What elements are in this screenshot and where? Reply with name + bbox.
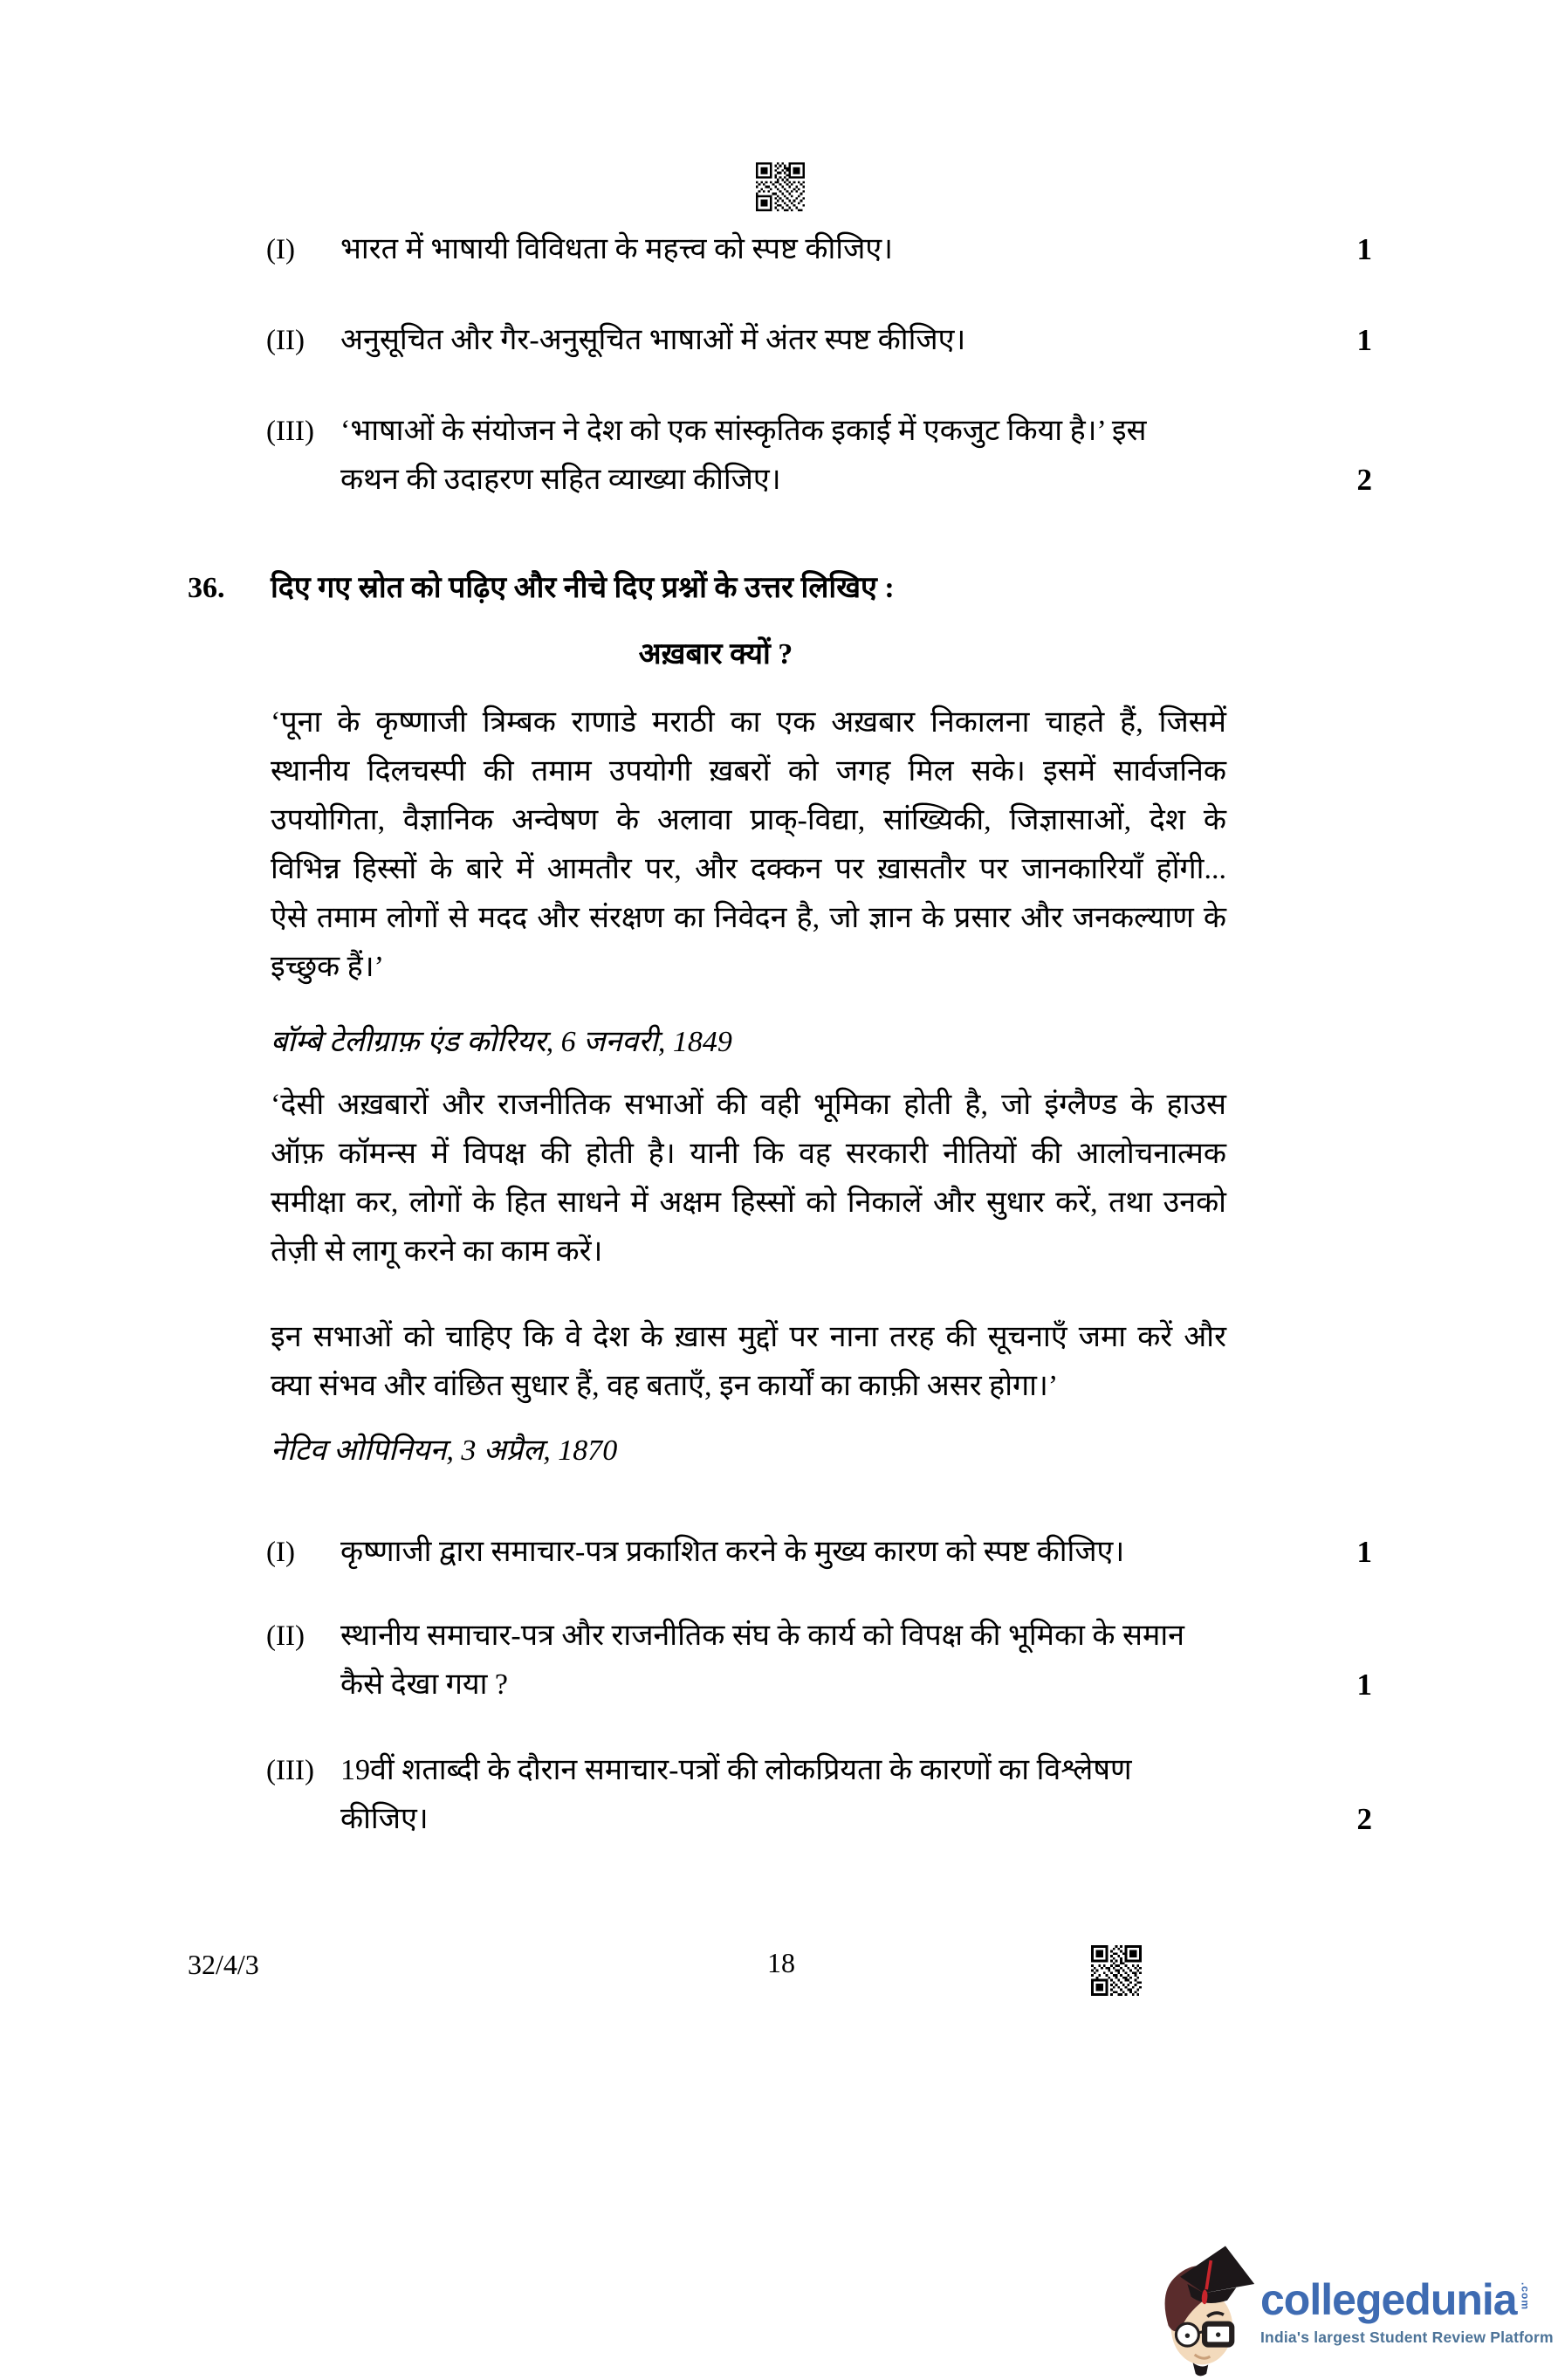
subquestion-numeral: (I)	[266, 1537, 295, 1568]
qr-code-icon	[756, 162, 805, 211]
source-citation-1: बॉम्बे टेलीग्राफ़ एंड कोरियर, 6 जनवरी, 1849	[271, 1026, 732, 1058]
marks-value: 2	[1356, 1802, 1372, 1836]
question-number: 36.	[188, 572, 225, 604]
collegedunia-logo	[1147, 2235, 1557, 2380]
source-paragraph-line: स्थानीय दिलचस्पी की तमाम उपयोगी ख़बरों को जगह मिल सके। इसमें सार्वजनिक	[271, 755, 1226, 788]
q36-subquestion-3-line2: कीजिए।	[340, 1803, 429, 1835]
marks-value: 1	[1356, 1668, 1372, 1702]
logo-domain-suffix: .com	[1519, 2282, 1532, 2311]
subquestion-numeral: (II)	[266, 325, 305, 356]
marks-value: 2	[1356, 463, 1372, 497]
source-paragraph-line: ऑफ़ कॉमन्स में विपक्ष की होती है। यानी कि वह सरकारी नीतियों की आलोचनात्मक	[271, 1138, 1226, 1170]
top-subquestion-3	[266, 407, 1231, 456]
marks-value: 1	[1356, 232, 1372, 266]
qr-code-icon	[1091, 1944, 1142, 1997]
source-citation-2: नेटिव ओपिनियन, 3 अप्रैल, 1870	[271, 1434, 618, 1467]
source-paragraph-line: विभिन्न हिस्सों के बारे में आमतौर पर, और दक्कन पर ख़ासतौर पर जानकारियाँ होंगी...	[271, 853, 1226, 885]
source-paragraph-line: समीक्षा कर, लोगों के हित साधने में अक्षम हिस्सों को निकालें और सुधार करें, तथा उनको	[271, 1187, 1226, 1219]
source-paragraph-line: ‘देसी अख़बारों और राजनीतिक सभाओं की वही भूमिका होती है, जो इंग्लैण्ड के हाउस	[271, 1089, 1226, 1121]
question-prompt: दिए गए स्रोत को पढ़िए और नीचे दिए प्रश्नों के उत्तर लिखिए :	[271, 572, 895, 604]
subquestion-text: स्थानीय समाचार-पत्र और राजनीतिक संघ के कार्य को विपक्ष की भूमिका के समान	[340, 1620, 1185, 1652]
marks-value: 1	[1356, 323, 1372, 357]
subquestion-text: भारत में भाषायी विविधता के महत्त्व को स्पष्ट कीजिए।	[340, 233, 894, 265]
q36-subquestion-2	[266, 1612, 1231, 1661]
subquestion-text: अनुसूचित और गैर-अनुसूचित भाषाओं में अंतर स्पष्ट कीजिए।	[340, 324, 966, 356]
q36-subquestion-1	[266, 1528, 1231, 1577]
top-subquestion-2	[266, 316, 1231, 365]
subquestion-text: कृष्णाजी द्वारा समाचार-पत्र प्रकाशित करने के मुख्य कारण को स्पष्ट कीजिए।	[340, 1536, 1125, 1568]
marks-value: 1	[1356, 1535, 1372, 1569]
subquestion-text: ‘भाषाओं के संयोजन ने देश को एक सांस्कृतिक इकाई में एकजुट किया है।’ इस	[340, 415, 1147, 447]
source-paragraph-line: ‘पूना के कृष्णाजी त्रिम्बक राणाडे मराठी का एक अख़बार निकालना चाहते हैं, जिसमें	[271, 706, 1226, 739]
subquestion-numeral: (III)	[266, 416, 314, 447]
logo-tagline: India's largest Student Review Platform	[1260, 2328, 1554, 2346]
logo-text-block	[1260, 2235, 1554, 2347]
source-paragraph-line: उपयोगिता, वैज्ञानिक अन्वेषण के अलावा प्राक्-विद्या, सांख्यिकी, जिज्ञासाओं, देश के	[271, 804, 1226, 836]
page-number: 18	[767, 1947, 795, 1978]
q36-subquestion-3	[266, 1746, 1231, 1795]
source-paragraph-line: तेज़ी से लागू करने का काम करें।	[271, 1235, 603, 1268]
subquestion-numeral: (III)	[266, 1755, 314, 1786]
source-paragraph-line: क्या संभव और वांछित सुधार हैं, वह बताएँ, इन कार्यों का काफ़ी असर होगा।’	[271, 1370, 1059, 1402]
source-paragraph-line: इन सभाओं को चाहिए कि वे देश के ख़ास मुद्दों पर नाना तरह की सूचनाएँ जमा करें और	[271, 1321, 1226, 1353]
subquestion-numeral: (II)	[266, 1620, 305, 1652]
q36-subquestion-2-line2: कैसे देखा गया ?	[340, 1668, 509, 1701]
top-subquestion-3-line2: कथन की उदाहरण सहित व्याख्या कीजिए।	[340, 464, 781, 496]
collegedunia-mascot-icon	[1147, 2235, 1257, 2380]
subquestion-numeral: (I)	[266, 234, 295, 265]
logo-wordmark: collegedunia	[1260, 2275, 1517, 2324]
source-headline: अख़बार क्यों ?	[638, 638, 793, 671]
top-subquestion-1	[266, 225, 1231, 274]
subquestion-text: 19वीं शताब्दी के दौरान समाचार-पत्रों की लोकप्रियता के कारणों का विश्लेषण	[340, 1754, 1132, 1786]
source-paragraph-line: ऐसे तमाम लोगों से मदद और संरक्षण का निवेदन है, जो ज्ञान के प्रसार और जनकल्याण के	[271, 902, 1226, 934]
source-paragraph-line: इच्छुक हैं।’	[271, 951, 384, 983]
paper-code: 32/4/3	[188, 1949, 259, 1980]
